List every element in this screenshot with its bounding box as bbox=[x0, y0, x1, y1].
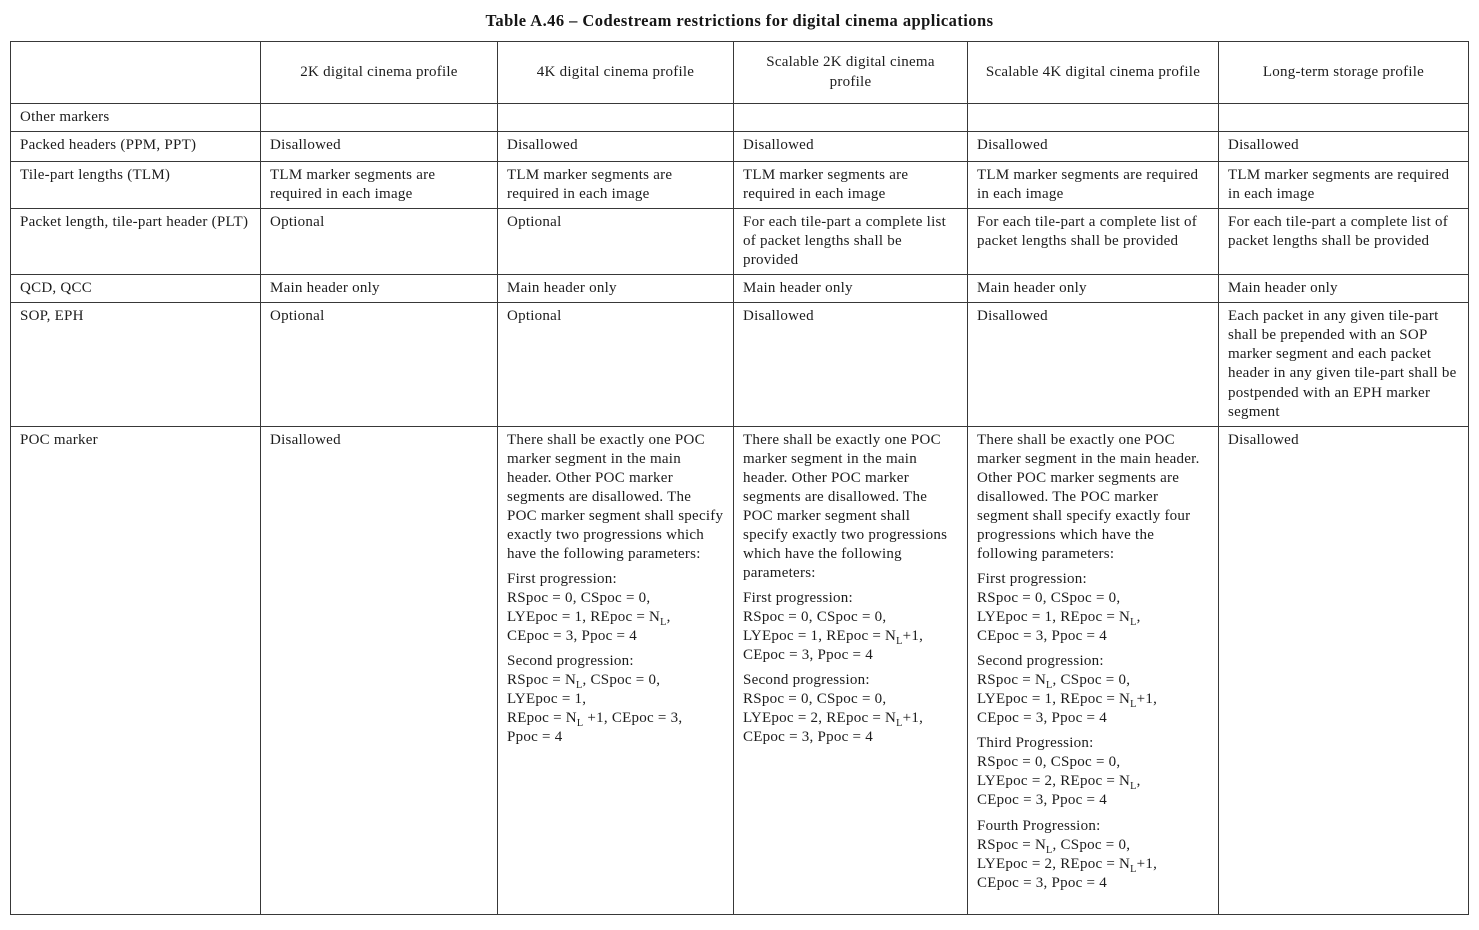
col-header-4k-profile: 4K digital cinema profile bbox=[498, 42, 734, 104]
table-cell: Optional bbox=[498, 303, 734, 426]
table-title: Table A.46 – Codestream restrictions for digital cinema applications bbox=[485, 11, 994, 30]
table-cell: For each tile-part a complete list of packet lengths shall be provided bbox=[1219, 209, 1469, 275]
header-row bbox=[11, 42, 1469, 104]
table-cell: For each tile-part a complete list of packet lengths shall be provided bbox=[968, 209, 1219, 275]
table-cell: TLM marker segments are required in each image bbox=[261, 162, 498, 209]
table-row-qcd-qcc bbox=[11, 275, 1469, 303]
table-cell: TLM marker segments are required in each image bbox=[734, 162, 968, 209]
col-header-scalable-4k-profile: Scalable 4K digital cinema profile bbox=[968, 42, 1219, 104]
table-cell: TLM marker segments are required in each image bbox=[1219, 162, 1469, 209]
table-cell: TLM marker segments are required in each image bbox=[968, 162, 1219, 209]
table-cell: Disallowed bbox=[498, 132, 734, 162]
table-row-tile-part-lengths bbox=[11, 162, 1469, 209]
corner-cell bbox=[11, 42, 261, 104]
codestream-restrictions-table bbox=[10, 41, 1469, 915]
row-label-qcd-qcc: QCD, QCC bbox=[11, 275, 261, 303]
table-cell: Optional bbox=[261, 209, 498, 275]
table-cell bbox=[1219, 104, 1469, 132]
table-row-poc-marker bbox=[11, 426, 1469, 914]
table-cell: Disallowed bbox=[1219, 426, 1469, 914]
table-row-sop-eph bbox=[11, 303, 1469, 426]
row-label-poc-marker: POC marker bbox=[11, 426, 261, 914]
table-row-other-markers bbox=[11, 104, 1469, 132]
table-cell: Main header only bbox=[734, 275, 968, 303]
col-header-2k-profile: 2K digital cinema profile bbox=[261, 42, 498, 104]
row-label-packed-headers: Packed headers (PPM, PPT) bbox=[11, 132, 261, 162]
table-cell: There shall be exactly one POC marker segment in the main header. Other POC marker segments are disallowed. The POC marker segment shall specify exactly two progressions which have the following parameters: First progression: RSpoc = 0, CSpoc = 0, LYEpoc = 1, REpoc = $N_L+1$, CEpoc = 3, Ppoc = 4 Second progression: RSpoc = 0, CSpoc = 0, LYEpoc = 2, REpoc = $N_L+1$, CEpoc = 3, Ppoc = 4 bbox=[734, 426, 968, 914]
table-cell: Disallowed bbox=[261, 426, 498, 914]
table-cell: Each packet in any given tile-part shall be prepended with an SOP marker segment and each packet header in any given tile-part shall be postpended with an EPH marker segment bbox=[1219, 303, 1469, 426]
row-label-packet-length-plt: Packet length, tile-part header (PLT) bbox=[11, 209, 261, 275]
table-cell: Disallowed bbox=[968, 132, 1219, 162]
table-cell: Main header only bbox=[261, 275, 498, 303]
table-cell bbox=[261, 104, 498, 132]
table-cell bbox=[498, 104, 734, 132]
row-label-other-markers: Other markers bbox=[11, 104, 261, 132]
table-row-packet-length-plt bbox=[11, 209, 1469, 275]
row-label-sop-eph: SOP, EPH bbox=[11, 303, 261, 426]
table-cell: TLM marker segments are required in each image bbox=[498, 162, 734, 209]
table-cell: Optional bbox=[261, 303, 498, 426]
table-cell: Main header only bbox=[498, 275, 734, 303]
table-cell: Disallowed bbox=[734, 132, 968, 162]
table-cell: Main header only bbox=[968, 275, 1219, 303]
table-cell: Main header only bbox=[1219, 275, 1469, 303]
table-cell: Disallowed bbox=[968, 303, 1219, 426]
col-header-scalable-2k-profile: Scalable 2K digital cinema profile bbox=[734, 42, 968, 104]
table-cell: Disallowed bbox=[1219, 132, 1469, 162]
col-header-long-term-storage-profile: Long-term storage profile bbox=[1219, 42, 1469, 104]
table-cell: Disallowed bbox=[261, 132, 498, 162]
table-cell: Disallowed bbox=[734, 303, 968, 426]
table-cell: Optional bbox=[498, 209, 734, 275]
table-cell bbox=[968, 104, 1219, 132]
table-cell: For each tile-part a complete list of packet lengths shall be provided bbox=[734, 209, 968, 275]
table-cell bbox=[734, 104, 968, 132]
table-cell: There shall be exactly one POC marker segment in the main header. Other POC marker segments are disallowed. The POC marker segment shall specify exactly two progressions which have the following parameters: First progression: RSpoc = 0, CSpoc = 0, LYEpoc = 1, REpoc = $N_L$, CEpoc = 3, Ppoc = 4 Second progression: RSpoc = $N_L$, CSpoc = 0, LYEpoc = 1, REpoc = $N_L +1$, CEpoc = 3, Ppoc = 4 bbox=[498, 426, 734, 914]
row-label-tile-part-lengths: Tile-part lengths (TLM) bbox=[11, 162, 261, 209]
table-row-packed-headers bbox=[11, 132, 1469, 162]
table-cell: There shall be exactly one POC marker segment in the main header. Other POC marker segments are disallowed. The POC marker segment shall specify exactly four progressions which have the following parameters: First progression: RSpoc = 0, CSpoc = 0, LYEpoc = 1, REpoc = $N_L$, CEpoc = 3, Ppoc = 4 Second progression: RSpoc = $N_L$, CSpoc = 0, LYEpoc = 1, REpoc = $N_L+1$, CEpoc = 3, Ppoc = 4 Third Progression: RSpoc = 0, CSpoc = 0, LYEpoc = 2, REpoc = $N_L$, CEpoc = 3, Ppoc = 4 Fourth Progression: RSpoc = $N_L$, CSpoc = 0, LYEpoc = 2, REpoc = $N_L+1$, CEpoc = 3, Ppoc = 4 bbox=[968, 426, 1219, 914]
